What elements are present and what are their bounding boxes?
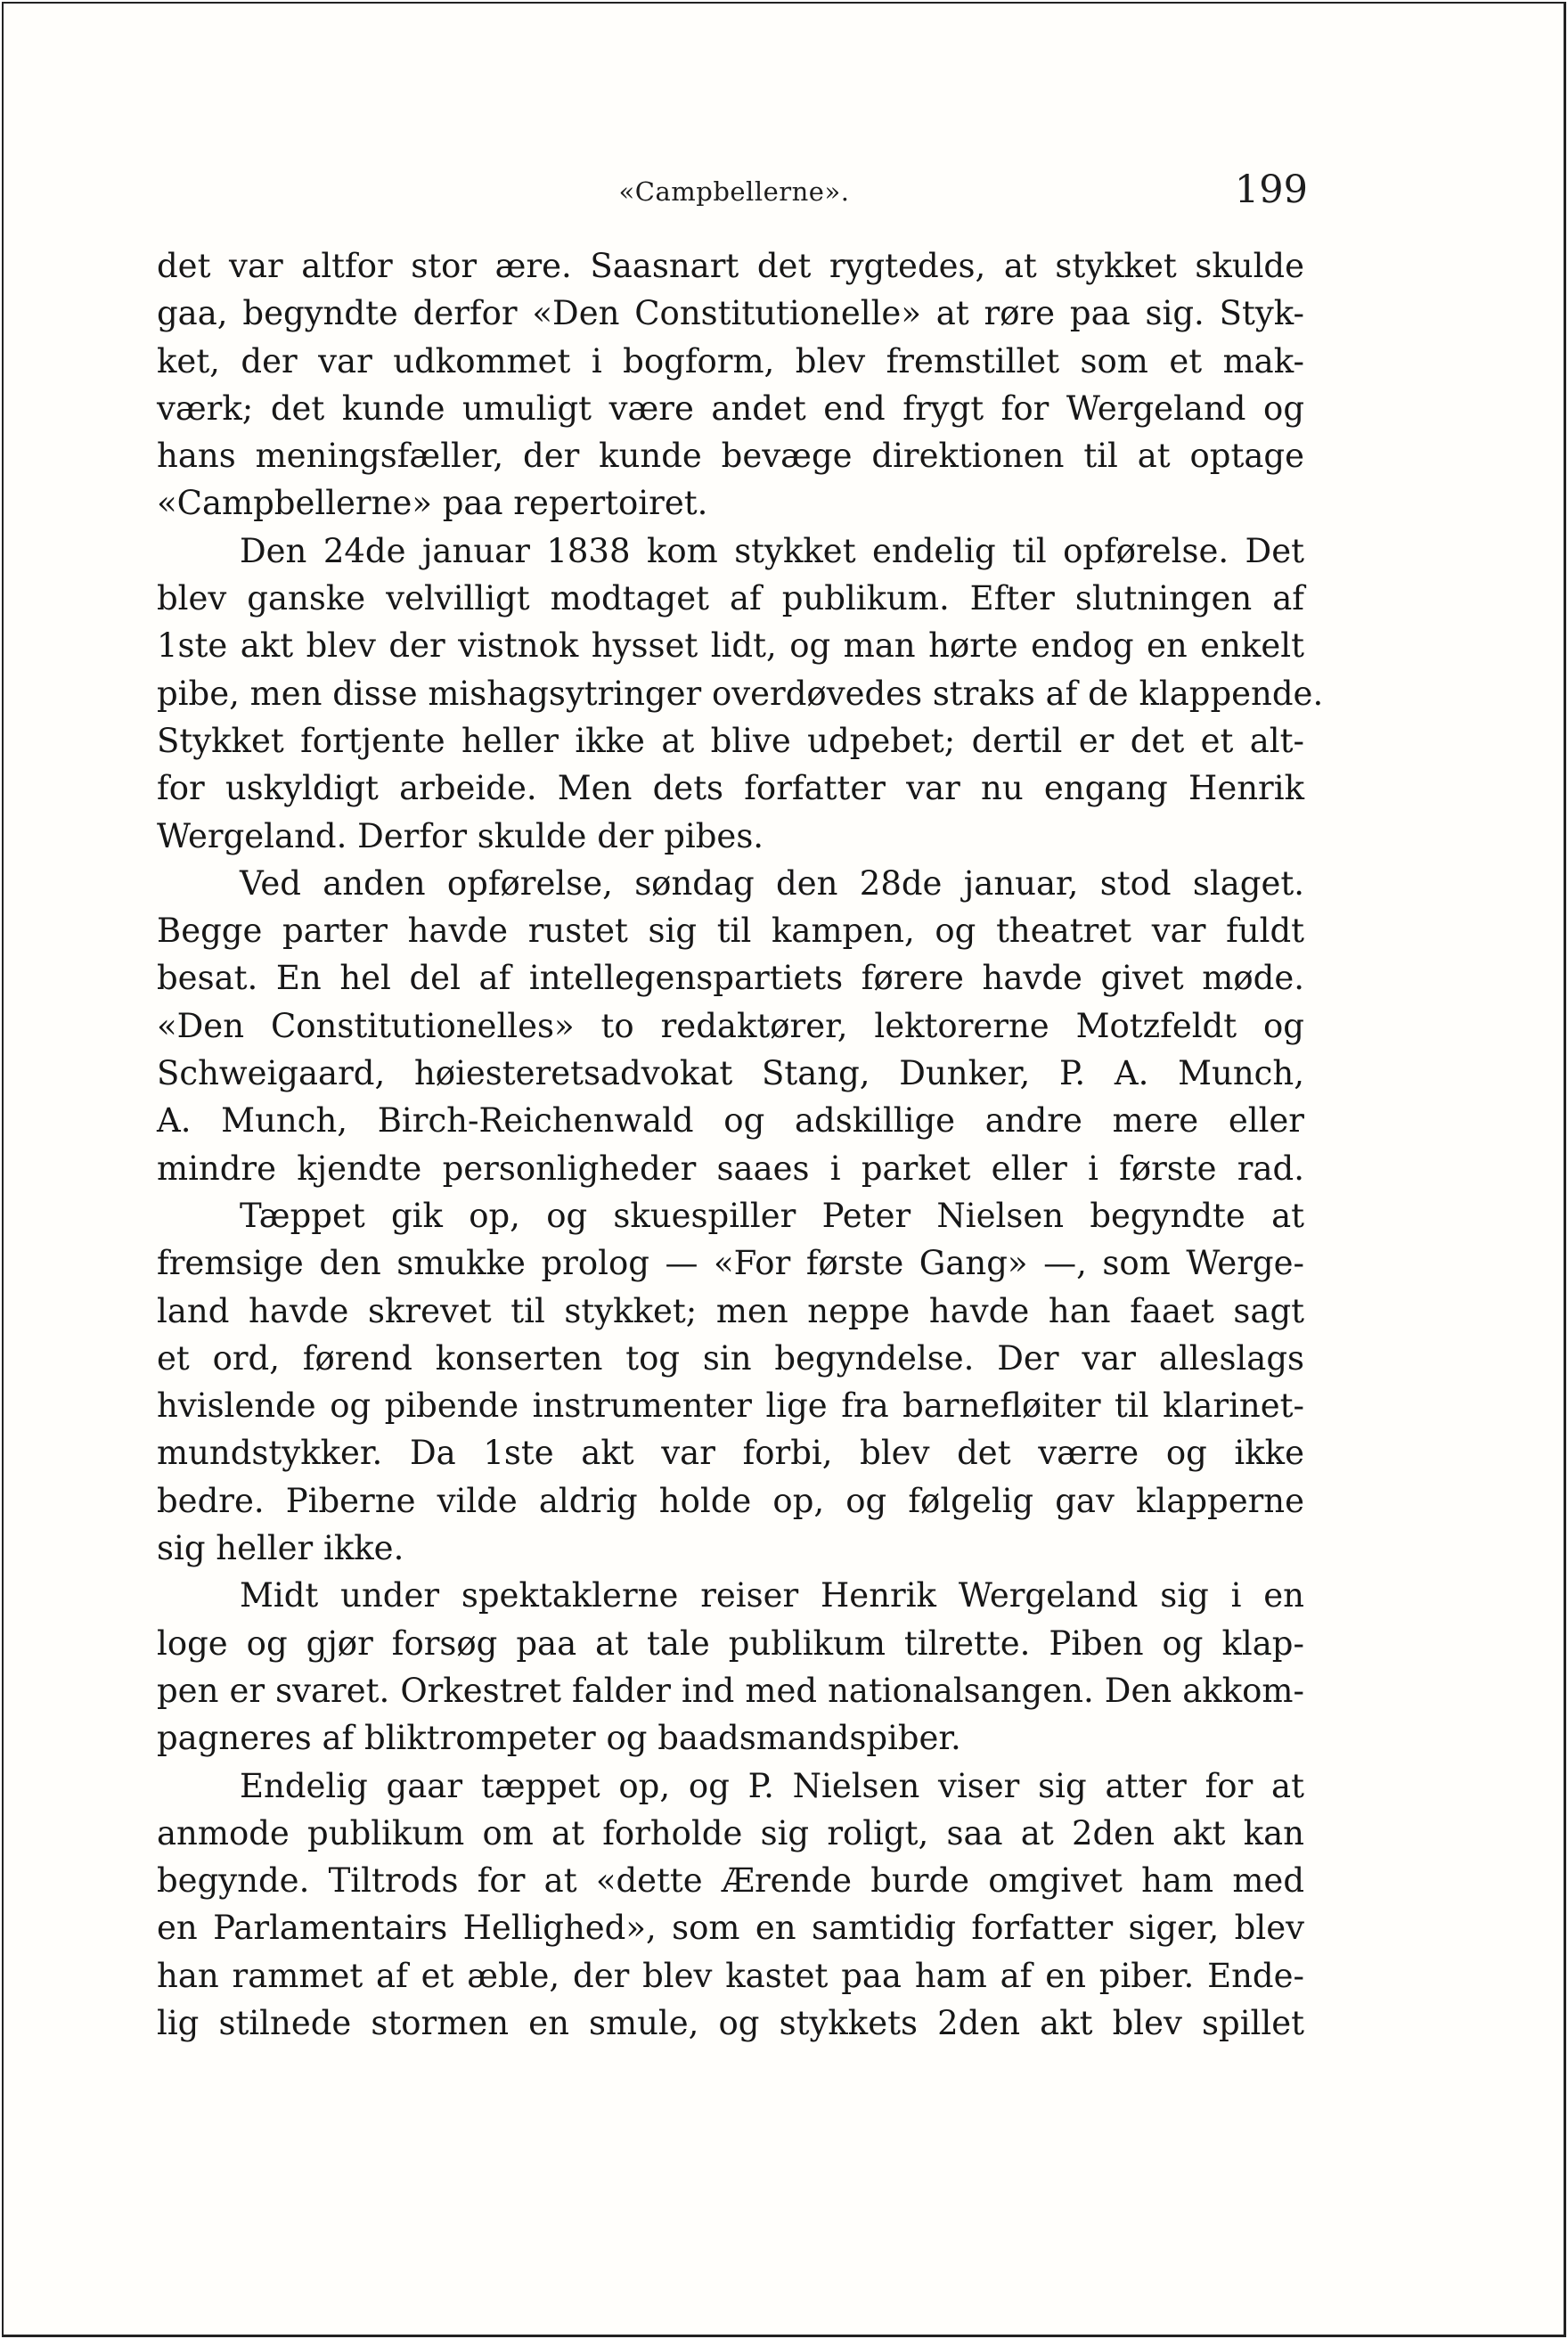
text-line: Endelig gaar tæppet op, og P. Nielsen viser sig atter for at <box>240 1766 1304 1805</box>
text-line: gaa, begyndte derfor «Den Constitutionelle» at røre paa sig. Styk- <box>157 294 1304 333</box>
body-text <box>157 242 1324 2047</box>
text-line: loge og gjør forsøg paa at tale publikum tilrette. Piben og klap- <box>157 1623 1304 1663</box>
text-line: besat. En hel del af intellegenspartiets førere havde givet møde. <box>157 959 1304 998</box>
text-line: en Parlamentairs Hellighed», som en samtidig forfatter siger, blev <box>157 1909 1304 1948</box>
text-line: pibe, men disse mishagsytringer overdøvedes straks af de klappende. <box>157 674 1324 713</box>
text-line: Tæppet gik op, og skuespiller Peter Nielsen begyndte at <box>240 1196 1304 1235</box>
text-line: hans meningsfæller, der kunde bevæge direktionen til at optage <box>157 437 1304 476</box>
text-line: han rammet af et æble, der blev kastet paa ham af en piber. Ende- <box>157 1956 1304 1995</box>
text-line: Begge parter havde rustet sig til kampen, og theatret var fuldt <box>157 912 1304 951</box>
text-line: A. Munch, Birch-Reichenwald og adskillige andre mere eller <box>157 1101 1304 1141</box>
text-line: for uskyldigt arbeide. Men dets forfatter var nu engang Henrik <box>157 769 1304 808</box>
text-line: sig heller ikke. <box>157 1529 404 1568</box>
text-line: blev ganske velvilligt modtaget af publikum. Efter slutningen af <box>157 579 1304 618</box>
text-line: Stykket fortjente heller ikke at blive udpebet; dertil er det et alt- <box>157 721 1304 760</box>
text-line: pen er svaret. Orkestret falder ind med nationalsangen. Den akkom- <box>157 1671 1304 1710</box>
page-number: 199 <box>1234 168 1308 212</box>
text-line: mindre kjendte personligheder saaes i parket eller i første rad. <box>157 1149 1304 1188</box>
text-line: fremsige den smukke prolog — «For første Gang» —, som Werge- <box>157 1244 1304 1283</box>
text-line: værk; det kunde umuligt være andet end frygt for Wergeland og <box>157 388 1304 428</box>
running-title: «Campbellerne». <box>618 176 850 207</box>
running-head <box>160 168 1308 221</box>
text-line: Schweigaard, høiesteretsadvokat Stang, Dunker, P. A. Munch, <box>157 1054 1304 1093</box>
text-line: ket, der var udkommet i bogform, blev fremstillet som et mak- <box>157 341 1304 380</box>
text-line: «Campbellerne» paa repertoiret. <box>157 484 708 523</box>
text-line: Wergeland. Derfor skulde der pibes. <box>157 816 764 855</box>
text-line: land havde skrevet til stykket; men neppe havde han faaet sagt <box>157 1291 1304 1330</box>
text-line: hvislende og pibende instrumenter lige fra barnefløiter til klarinet- <box>157 1386 1304 1426</box>
text-line: bedre. Piberne vilde aldrig holde op, og følgelig gav klapperne <box>157 1481 1304 1520</box>
text-line: Midt under spektaklerne reiser Henrik Wergeland sig i en <box>240 1576 1304 1615</box>
text-line: anmode publikum om at forholde sig roligt, saa at 2den akt kan <box>157 1813 1304 1852</box>
text-line: det var altfor stor ære. Saasnart det rygtedes, at stykket skulde <box>157 247 1304 285</box>
text-line: «Den Constitutionelles» to redaktører, lektorerne Motzfeldt og <box>157 1006 1304 1045</box>
text-line: Ved anden opførelse, søndag den 28de januar, stod slaget. <box>240 863 1304 903</box>
text-line: mundstykker. Da 1ste akt var forbi, blev det værre og ikke <box>157 1434 1304 1473</box>
text-line: 1ste akt blev der vistnok hysset lidt, og man hørte endog en enkelt <box>157 626 1304 666</box>
text-line: Den 24de januar 1838 kom stykket endelig til opførelse. Det <box>240 531 1304 570</box>
text-line: lig stilnede stormen en smule, og stykkets 2den akt blev spillet <box>157 2003 1304 2042</box>
text-line: begynde. Tiltrods for at «dette Ærende burde omgivet ham med <box>157 1861 1304 1901</box>
text-line: et ord, førend konserten tog sin begyndelse. Der var alleslags <box>157 1338 1304 1378</box>
text-line: pagneres af bliktrompeter og baadsmandspiber. <box>157 1719 961 1758</box>
